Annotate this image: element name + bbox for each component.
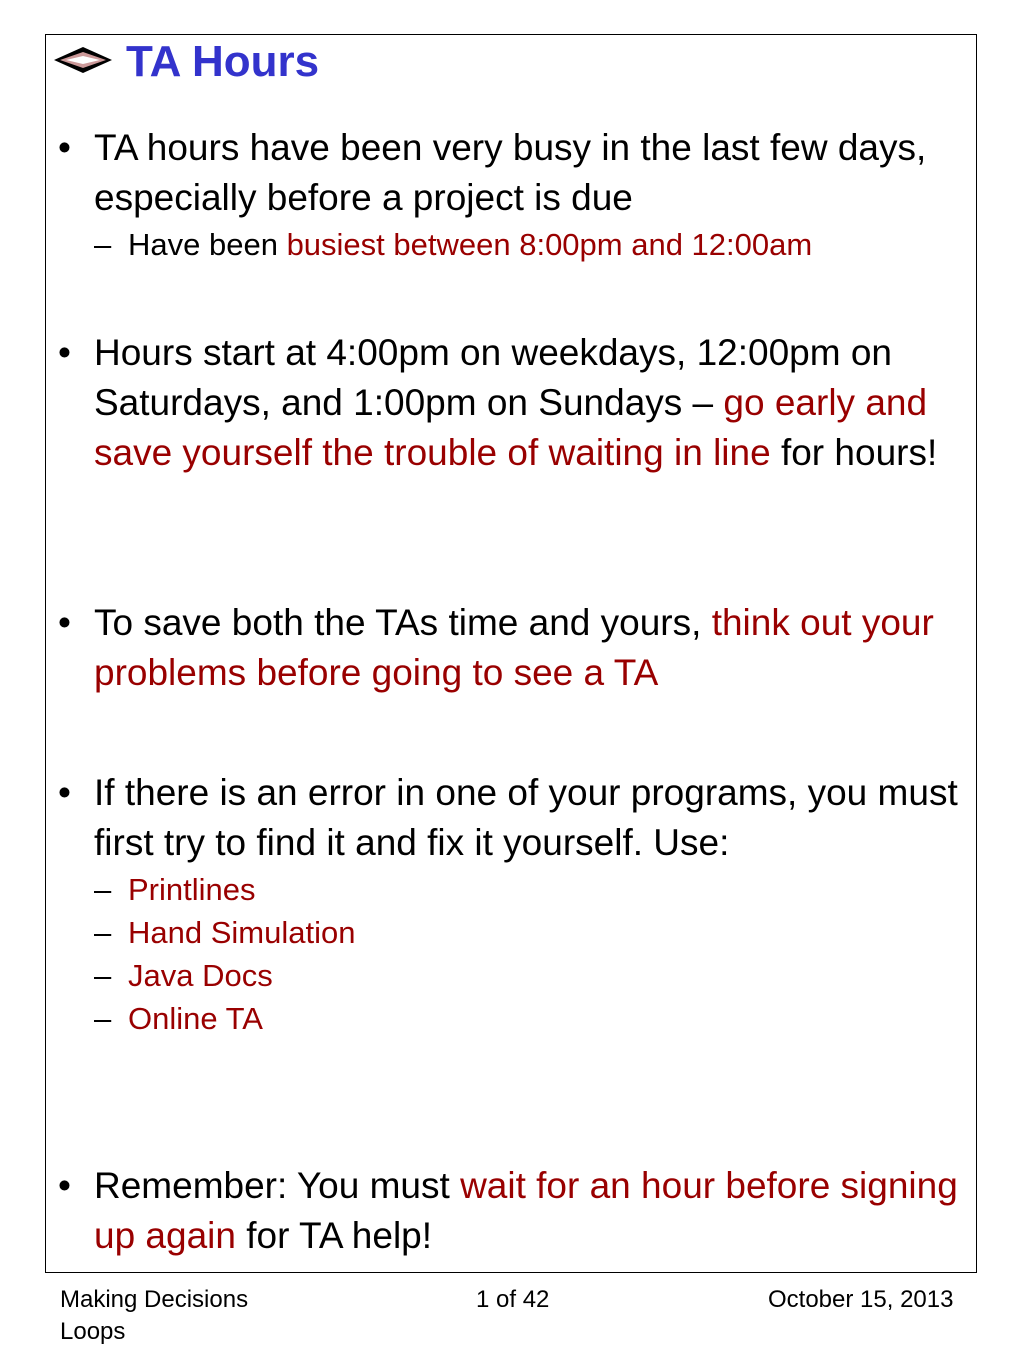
bullet-text: Remember: You must wait for an hour before signing up again for TA help!	[94, 1165, 958, 1256]
bullet-dot: •	[58, 772, 71, 813]
bullet-dot: •	[58, 127, 71, 168]
bullet-text: If there is an error in one of your programs, you must first try to find it and fix it yourself. Use:	[94, 772, 958, 863]
bullet-text: To save both the TAs time and yours, think out your problems before going to see a TA	[94, 602, 934, 693]
footer-line: Loops	[60, 1318, 126, 1345]
sub-bullet-item: – Hand Simulation	[94, 911, 968, 954]
sub-bullet-dash: –	[94, 1001, 112, 1036]
sub-bullet-item: – Java Docs	[94, 954, 968, 997]
sub-bullet-dash: –	[94, 958, 112, 993]
bullet-dot: •	[58, 1165, 71, 1206]
sub-bullet-item: – Printlines	[94, 868, 968, 911]
bullet-item	[58, 768, 968, 1040]
sub-bullet-dash: –	[94, 872, 112, 907]
bullet-dot: •	[58, 332, 71, 373]
sub-bullet-item: – Online TA	[94, 997, 968, 1040]
footer-course-title	[60, 1284, 248, 1348]
sub-bullet-item: – Have been busiest between 8:00pm and 12:00am	[94, 223, 968, 266]
bullet-dot: •	[58, 602, 71, 643]
footer-line: Making Decisions	[60, 1286, 249, 1313]
bullet-item	[58, 328, 968, 478]
bullet-text: Hours start at 4:00pm on weekdays, 12:00pm on Saturdays, and 1:00pm on Sundays – go early and save yourself the trouble of waiting in line for hours!	[94, 332, 938, 473]
bullet-text: TA hours have been very busy in the last few days, especially before a project is due	[94, 127, 927, 218]
footer-date: October 15, 2013	[768, 1286, 954, 1313]
sub-bullet-dash: –	[94, 227, 112, 262]
bullet-item	[58, 598, 968, 698]
bullet-item	[58, 123, 968, 266]
slide-frame	[45, 34, 977, 1273]
slide-title: TA Hours	[126, 37, 320, 86]
footer-page-number: 1 of 42	[476, 1286, 550, 1313]
bullet-item	[58, 1161, 968, 1261]
diamond-bullet-icon	[52, 43, 114, 77]
sub-bullet-dash: –	[94, 915, 112, 950]
